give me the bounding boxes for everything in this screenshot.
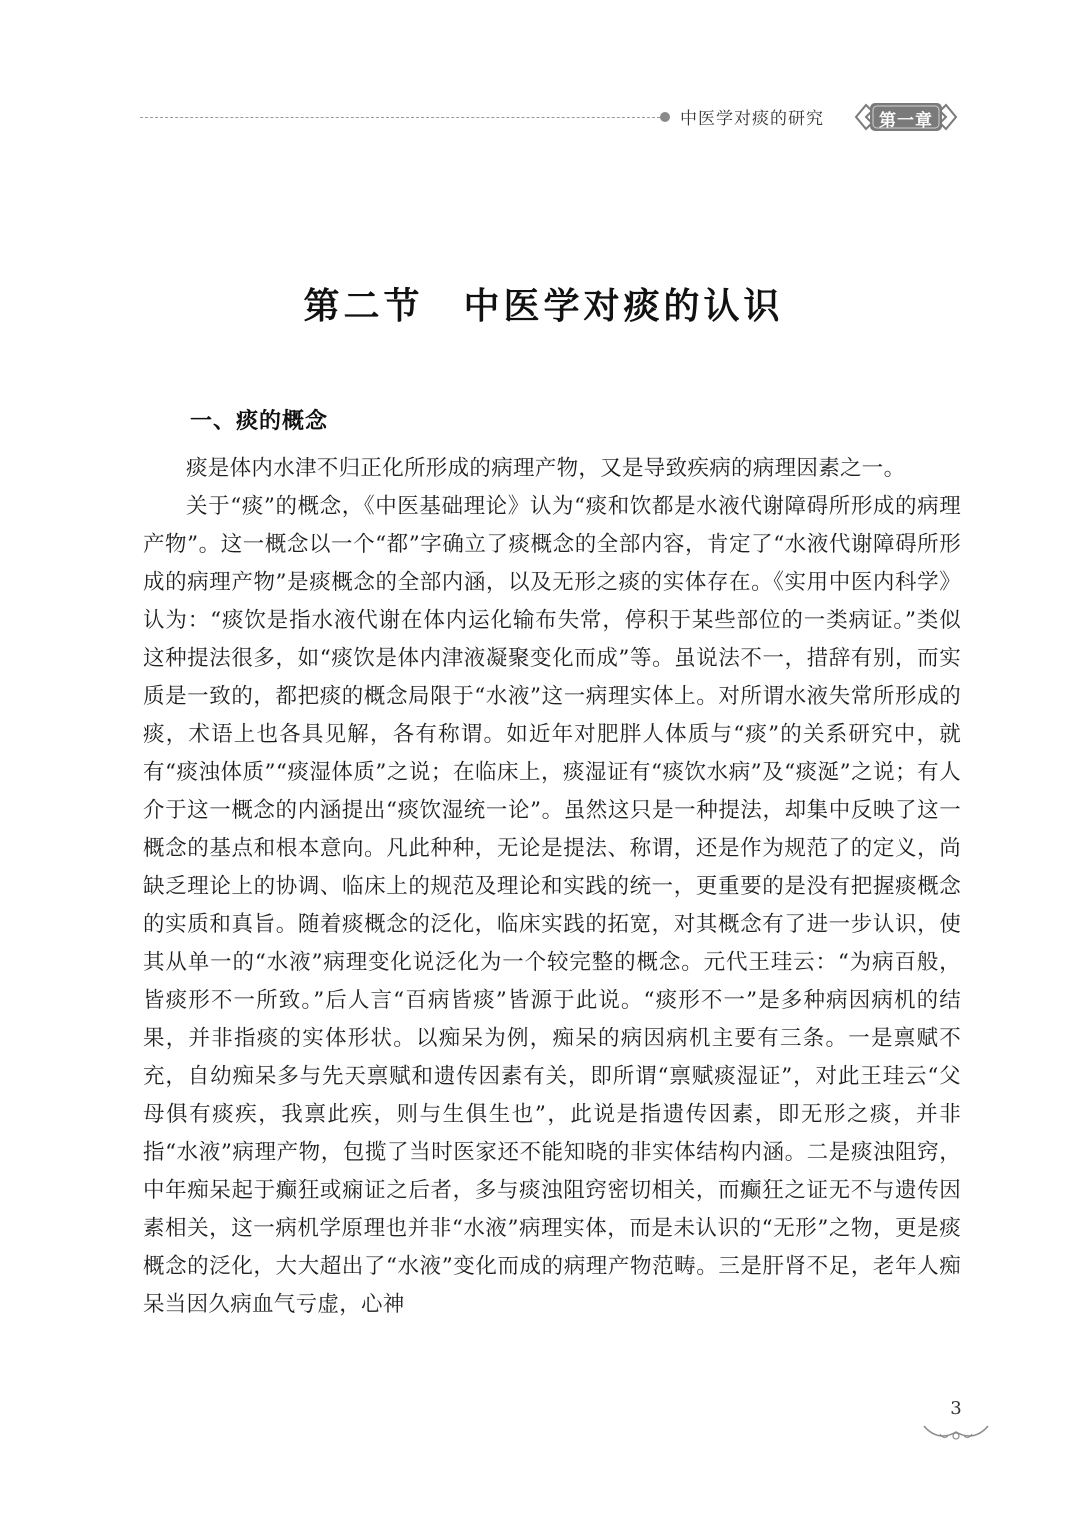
running-header: [140, 100, 960, 136]
section-title-text: 中医学对痰的认识: [463, 285, 784, 327]
chapter-badge: [852, 100, 960, 134]
page-ornament-icon: [920, 1422, 992, 1444]
body-text: [143, 450, 961, 1324]
header-dotted-rule: [140, 117, 660, 118]
chapter-label: 第一章: [879, 111, 933, 131]
page-number: 3: [950, 1398, 962, 1419]
section-number: 第二节: [303, 285, 424, 327]
paragraph: 关于“痰”的概念，《中医基础理论》认为“痰和饮都是水液代谢障碍所形成的病理产物”。这一概念以一个“都”字确立了痰概念的全部内容，肯定了“水液代谢障碍所形成的病理产物”是痰概念的全部内涵，以及无形之痰的实体存在。《实用中医内科学》认为：“痰饮是指水液代谢在体内运化输布失常，停积于某些部位的一类病证。”类似这种提法很多，如“痰饮是体内津液凝聚变化而成”等。虽说法不一，措辞有别，而实质是一致的，都把痰的概念局限于“水液”这一病理实体上。对所谓水液失常所形成的痰，术语上也各具见解，各有称谓。如近年对肥胖人体质与“痰”的关系研究中，就有“痰浊体质”“痰湿体质”之说；在临床上，痰湿证有“痰饮水病”及“痰涎”之说；有人介于这一概念的内涵提出“痰饮湿统一论”。虽然这只是一种提法，却集中反映了这一概念的基点和根本意向。凡此种种，无论是提法、称谓，还是作为规范了的定义，尚缺乏理论上的协调、临床上的规范及理论和实践的统一，更重要的是没有把握痰概念的实质和真旨。随着痰概念的泛化，临床实践的拓宽，对其概念有了进一步认识，使其从单一的“水液”病理变化说泛化为一个较完整的概念。元代王珪云：“为病百般，皆痰形不一所致。”后人言“百病皆痰”皆源于此说。“痰形不一”是多种病因病机的结果，并非指痰的实体形状。以痴呆为例，痴呆的病因病机主要有三条。一是禀赋不充，自幼痴呆多与先天禀赋和遗传因素有关，即所谓“禀赋痰湿证”，对此王珪云“父母俱有痰疾，我禀此疾，则与生俱生也”，此说是指遗传因素，即无形之痰，并非指“水液”病理产物，包揽了当时医家还不能知晓的非实体结构内涵。二是痰浊阻窍，中年痴呆起于癫狂或痫证之后者，多与痰浊阻窍密切相关，而癫狂之证无不与遗传因素相关，这一病机学原理也并非“水液”病理实体，而是未认识的“无形”之物，更是痰概念的泛化，大大超出了“水液”变化而成的病理产物范畴。三是肝肾不足，老年人痴呆当因久病血气亏虚，心神: [143, 494, 961, 1317]
page-footer: [920, 1398, 992, 1448]
section-title: [0, 278, 1087, 329]
subheading: 一、痰的概念: [190, 409, 329, 434]
header-bullet-dot: [660, 112, 670, 122]
paragraph: 痰是体内水津不归正化所形成的病理产物，又是导致疾病的病理因素之一。: [186, 456, 906, 481]
running-title: 中医学对痰的研究: [680, 109, 824, 129]
